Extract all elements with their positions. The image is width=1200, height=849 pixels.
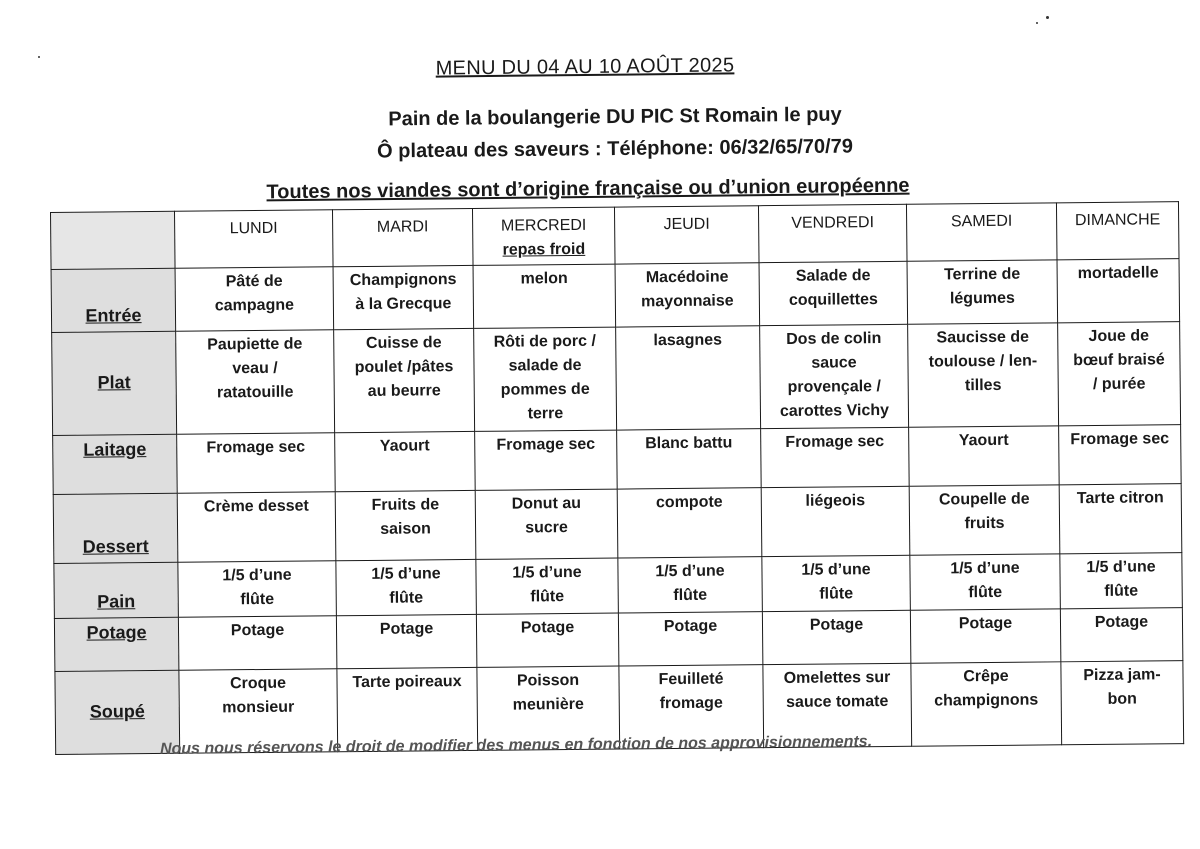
menu-cell: Potage — [910, 609, 1061, 663]
row-laitage — [53, 425, 1182, 495]
scan-speck — [1046, 16, 1049, 19]
menu-cell: Fromage sec — [475, 430, 618, 490]
day-note-mercredi: repas froid — [502, 240, 586, 259]
menu-cell: Tarte citron — [1059, 484, 1182, 554]
menu-cell: Feuilleté fromage — [619, 665, 764, 749]
menu-cell: Potage — [178, 616, 337, 671]
menu-cell: Potage — [618, 612, 763, 666]
menu-cell: Fromage sec — [1059, 425, 1182, 485]
disclaimer-note: Nous nous réservons le droit de modifier des menus en fonction de nos approvisionnements. — [159, 733, 873, 758]
day-header-dimanche: DIMANCHE — [1056, 202, 1179, 260]
menu-cell: Rôti de porc / salade de pommes de terre — [474, 327, 617, 431]
menu-cell: Coupelle de fruits — [909, 485, 1060, 555]
menu-cell: lasagnes — [616, 326, 761, 430]
menu-cell: liégeois — [761, 486, 910, 556]
menu-cell: Crêpe champignons — [911, 662, 1062, 746]
row-plat — [52, 322, 1181, 436]
menu-cell: 1/5 d’une flûte — [910, 554, 1061, 610]
day-header-vendredi: VENDREDI — [758, 204, 907, 262]
menu-cell: melon — [473, 264, 616, 328]
row-label-entree: Entrée — [51, 268, 176, 332]
menu-cell: Yaourt — [909, 426, 1060, 486]
menu-cell: Potage — [1060, 608, 1183, 662]
day-header-mardi: MARDI — [332, 208, 473, 266]
menu-cell: Saucisse de toulouse / len- tilles — [908, 323, 1059, 427]
menu-cell: compote — [617, 488, 762, 558]
menu-cell: mortadelle — [1057, 259, 1180, 323]
menu-cell: Tarte poireaux — [337, 667, 478, 751]
menu-cell: Fromage sec — [177, 433, 336, 494]
menu-cell: Pizza jam- bon — [1061, 661, 1184, 745]
row-label-laitage: Laitage — [53, 434, 178, 494]
menu-cell: Joue de bœuf braisé / purée — [1058, 322, 1181, 426]
menu-cell: 1/5 d’une flûte — [178, 561, 337, 618]
menu-cell: Yaourt — [335, 431, 476, 491]
menu-cell: Blanc battu — [617, 429, 762, 489]
menu-cell: Macédoine mayonnaise — [615, 263, 760, 327]
menu-cell: Fromage sec — [761, 427, 910, 487]
weekly-menu-table — [50, 201, 1184, 755]
row-dessert — [53, 484, 1182, 564]
day-header-mercredi: MERCREDI repas froid — [472, 207, 615, 265]
menu-cell: Terrine de légumes — [907, 260, 1058, 324]
menu-cell: Poisson meunière — [477, 666, 620, 750]
menu-cell: Omelettes sur sauce tomate — [763, 663, 912, 747]
menu-cell: 1/5 d’une flûte — [762, 555, 911, 611]
row-entree — [51, 259, 1180, 333]
menu-cell: Crème desset — [177, 492, 336, 563]
menu-cell: 1/5 d’une flûte — [336, 559, 477, 615]
menu-cell: Dos de colin sauce provençale / carottes Vichy — [760, 324, 909, 428]
meat-origin-notice: Toutes nos viandes sont d’origine française ou d’union européenne — [266, 174, 910, 204]
row-label-soupe: Soupé — [55, 670, 180, 754]
day-header-samedi: SAMEDI — [906, 203, 1057, 261]
menu-title: MENU DU 04 AU 10 AOÛT 2025 — [435, 54, 735, 80]
menu-cell: Pâté de campagne — [175, 267, 334, 332]
menu-cell: Donut au sucre — [475, 489, 618, 559]
scan-speck — [38, 56, 40, 58]
row-label-pain: Pain — [54, 562, 179, 618]
menu-cell: Paupiette de veau / ratatouille — [176, 330, 335, 435]
row-label-dessert: Dessert — [53, 493, 178, 563]
row-label-plat: Plat — [52, 331, 177, 435]
menu-cell: 1/5 d’une flûte — [476, 558, 619, 614]
menu-cell: 1/5 d’une flûte — [1060, 553, 1183, 609]
day-header-lundi: LUNDI — [174, 210, 333, 269]
menu-cell: Champignons à la Grecque — [333, 265, 474, 329]
menu-cell: Potage — [336, 614, 477, 668]
scan-speck — [1036, 22, 1038, 24]
menu-cell: Potage — [476, 613, 619, 667]
caterer-phone: Ô plateau des saveurs : Téléphone: 06/32/65/70/79 — [377, 135, 853, 163]
menu-cell: 1/5 d’une flûte — [618, 557, 763, 613]
menu-cell: Cuisse de poulet /pâtes au beurre — [334, 328, 475, 432]
day-header-jeudi: JEUDI — [614, 206, 759, 264]
bakery-info: Pain de la boulangerie DU PIC St Romain le puy — [388, 103, 842, 131]
menu-cell: Croque monsieur — [179, 669, 338, 754]
table-corner — [51, 211, 176, 269]
menu-cell: Potage — [762, 610, 911, 664]
row-label-potage: Potage — [54, 617, 179, 671]
menu-cell: Fruits de saison — [335, 490, 476, 560]
menu-cell: Salade de coquillettes — [759, 261, 908, 325]
